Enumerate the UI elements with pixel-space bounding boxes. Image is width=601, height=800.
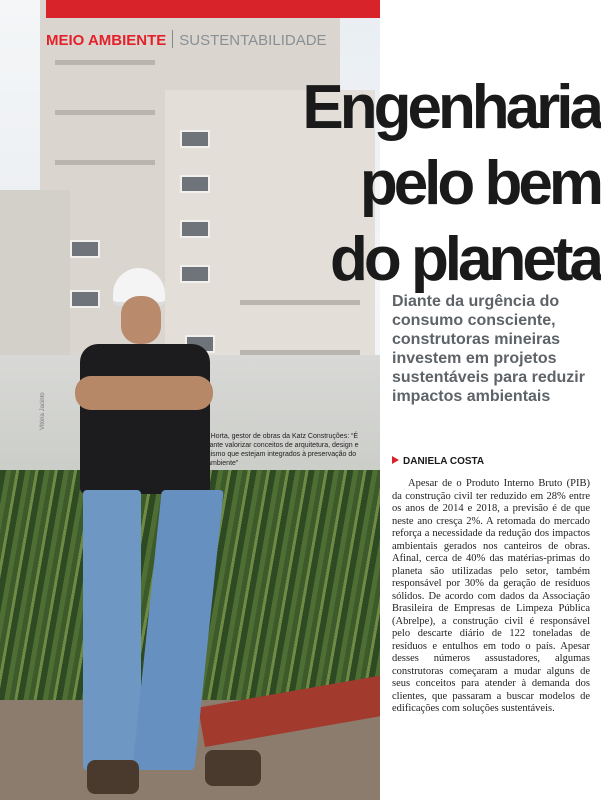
- byline: [392, 456, 484, 467]
- crossed-arms: [75, 376, 213, 410]
- section-label: [46, 30, 327, 49]
- photo-caption: Lucas Horta, gestor de obras da Katz Construções: “É importante valorizar conceitos de arquitetura, design e paisagismo que estejam integrados à preservação do meio ambiente”: [190, 433, 359, 467]
- head: [121, 296, 161, 344]
- section-divider: [172, 30, 173, 48]
- window: [180, 175, 210, 193]
- jeans-right: [132, 490, 223, 770]
- section-top-bar: [46, 0, 380, 18]
- headline-line-3: do planeta: [329, 225, 600, 294]
- boot-left: [87, 760, 139, 794]
- person: [75, 268, 225, 800]
- subheadline: Diante da urgência do consumo consciente, construtoras mineiras investem em projetos sustentáveis para reduzir impactos ambientais: [392, 293, 585, 405]
- headline: [240, 70, 600, 298]
- section-main: MEIO AMBIENTE: [46, 32, 167, 49]
- balcony: [240, 300, 360, 305]
- byline-marker-icon: [392, 456, 399, 464]
- boot-right: [205, 750, 261, 786]
- black-shirt: [80, 344, 210, 494]
- balcony: [55, 60, 155, 65]
- article-body: Apesar de o Produto Interno Bruto (PIB) da construção civil ter reduzido em 28% entre os anos de 2014 e 2018, a previsão é de que neste ano cresça 2%. A retomada do mercado reforça a necessidade da redução dos impactos ambientais gerados nos canteiros de obras. Afinal, cerca de 40% das matérias-primas do planeta são utilizadas pelo setor, também responsável por 30% da geração de resíduos sólidos. De acordo com dados da Associação Brasileira de Empresas de Limpeza Pública (Abrelpe), a construção civil é responsável pelo descarte diário de 122 toneladas de resíduos e entulhos em todo o país. Apesar desses números assustadores, algumas construtoras começaram a mudar alguns de seus conceitos para atender à demanda dos clientes, que passaram a buscar modelos de edificações com soluções sustentáveis.: [392, 478, 590, 714]
- window: [180, 220, 210, 238]
- balcony: [55, 160, 155, 165]
- window: [180, 130, 210, 148]
- window: [70, 240, 100, 258]
- building-side: [0, 190, 70, 360]
- balcony: [55, 110, 155, 115]
- headline-line-2: pelo bem: [359, 149, 600, 218]
- section-sub: SUSTENTABILIDADE: [179, 32, 327, 49]
- headline-line-1: Engenharia: [302, 73, 600, 142]
- jeans-left: [83, 490, 141, 770]
- photo-credit: Vitória Jacinto: [40, 392, 46, 430]
- byline-author: DANIELA COSTA: [403, 456, 485, 467]
